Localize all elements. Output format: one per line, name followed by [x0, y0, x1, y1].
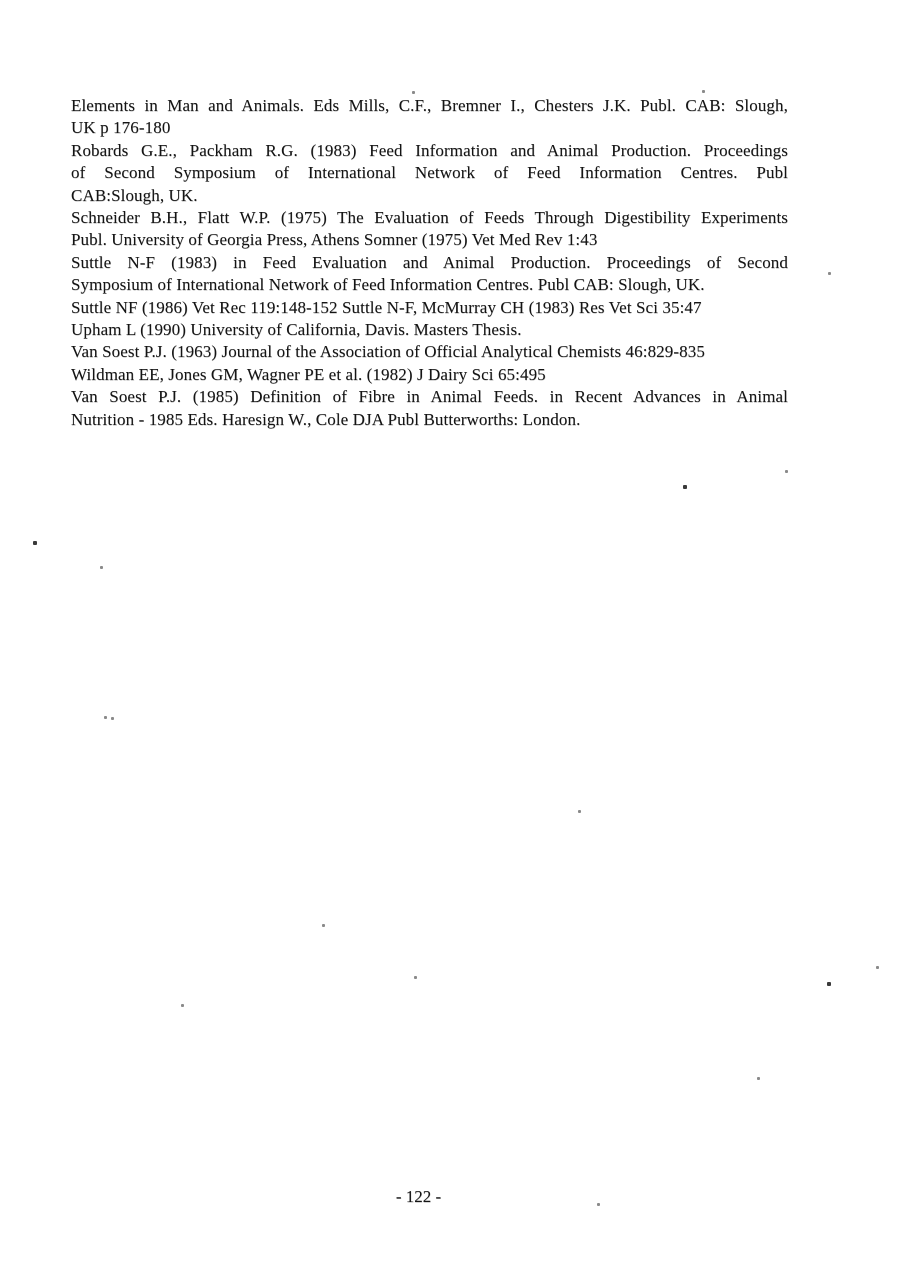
scan-speck [828, 272, 831, 275]
reference-line: Schneider B.H., Flatt W.P. (1975) The Evaluation of Feeds Through Digestibility Experiments [71, 208, 788, 228]
reference-line: Van Soest P.J. (1963) Journal of the Association of Official Analytical Chemists 46:829-835 [71, 342, 705, 362]
reference-line: UK p 176-180 [71, 118, 171, 138]
reference-entry [71, 341, 788, 363]
reference-line: Van Soest P.J. (1985) Definition of Fibre in Animal Feeds. in Recent Advances in Animal [71, 387, 788, 407]
reference-entry [71, 297, 788, 319]
scan-speck [104, 716, 107, 719]
reference-entry [71, 386, 788, 431]
scan-speck [100, 566, 103, 569]
scan-speck [111, 717, 114, 720]
reference-line: Upham L (1990) University of California, Davis. Masters Thesis. [71, 320, 522, 340]
reference-line: Suttle N-F (1983) in Feed Evaluation and Animal Production. Proceedings of Second [71, 252, 788, 272]
reference-line: Robards G.E., Packham R.G. (1983) Feed Information and Animal Production. Proceedings [71, 140, 788, 160]
scan-speck [412, 91, 415, 94]
reference-line: Wildman EE, Jones GM, Wagner PE et al. (1982) J Dairy Sci 65:495 [71, 364, 546, 384]
scan-speck [827, 982, 831, 986]
scan-speck [33, 541, 37, 545]
reference-entry [71, 140, 788, 207]
reference-line: of Second Symposium of International Network of Feed Information Centres. Publ [71, 163, 788, 183]
scan-speck [578, 810, 581, 813]
scan-speck [181, 1004, 184, 1007]
references-list [71, 95, 788, 431]
scan-speck [702, 90, 705, 93]
scan-speck [683, 485, 687, 489]
reference-entry [71, 95, 788, 140]
reference-line: Nutrition - 1985 Eds. Haresign W., Cole DJA Publ Butterworths: London. [71, 409, 581, 429]
scan-speck [414, 976, 417, 979]
scan-speck [757, 1077, 760, 1080]
scan-speck [876, 966, 879, 969]
reference-entry [71, 319, 788, 341]
reference-line: Suttle NF (1986) Vet Rec 119:148-152 Suttle N-F, McMurray CH (1983) Res Vet Sci 35:47 [71, 297, 702, 317]
scan-speck [597, 1203, 600, 1206]
scan-speck [322, 924, 325, 927]
reference-line: Elements in Man and Animals. Eds Mills, C.F., Bremner I., Chesters J.K. Publ. CAB: Slough, [71, 96, 788, 115]
reference-line: CAB:Slough, UK. [71, 185, 198, 205]
reference-entry [71, 252, 788, 297]
page-number: - 122 - [395, 1187, 442, 1206]
reference-line: Symposium of International Network of Feed Information Centres. Publ CAB: Slough, UK. [71, 275, 705, 295]
reference-entry [71, 364, 788, 386]
reference-line: Publ. University of Georgia Press, Athens Somner (1975) Vet Med Rev 1:43 [71, 230, 598, 250]
scan-speck [785, 470, 788, 473]
reference-entry [71, 207, 788, 252]
